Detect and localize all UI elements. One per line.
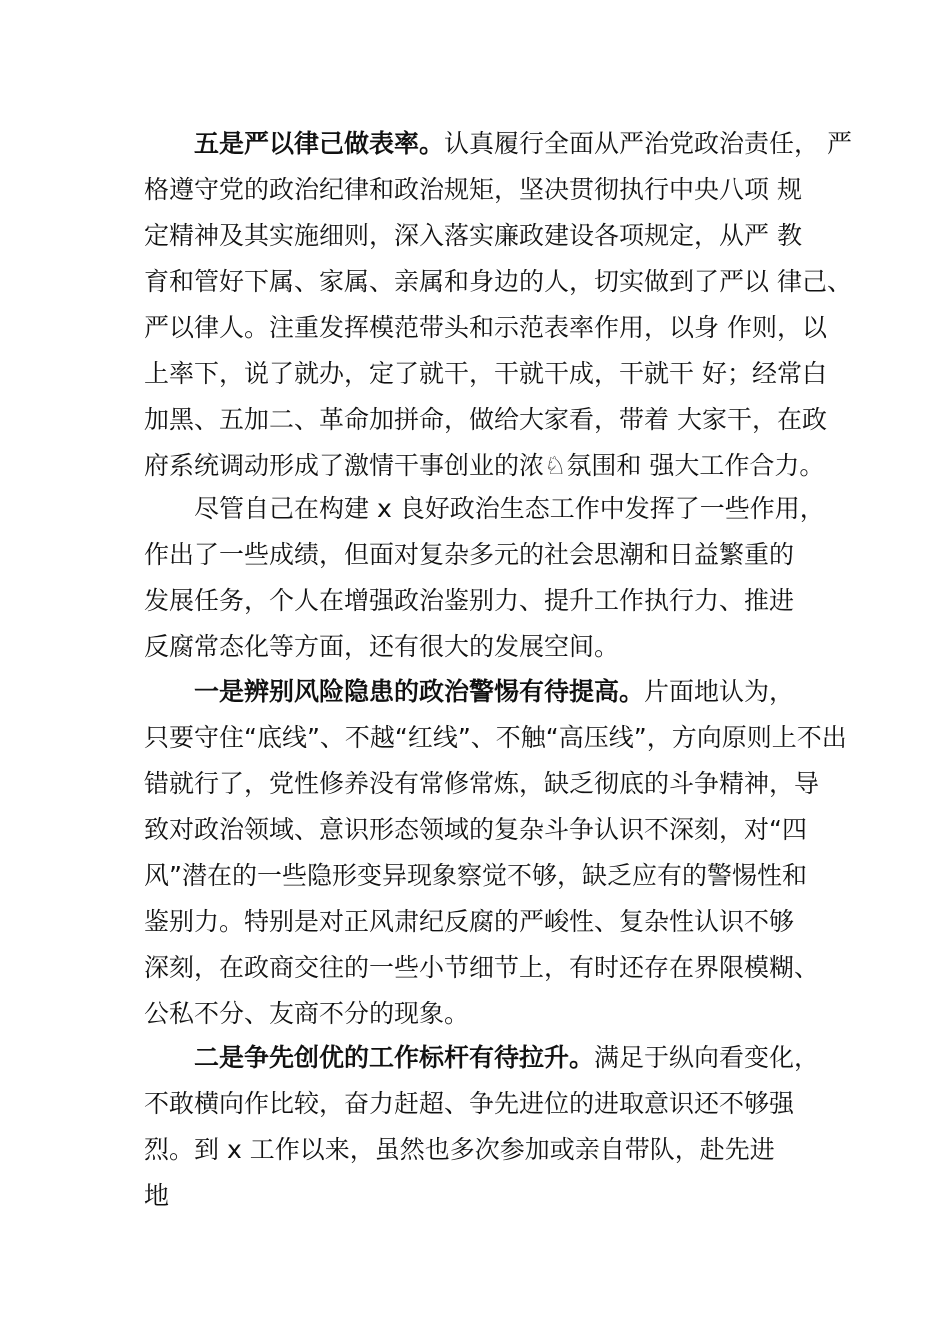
paragraph-1-line-3: 定精神及其实施细则，深入落实廉政建设各项规定，从严 教 <box>144 221 802 250</box>
paragraph-4-line-1 <box>194 1043 819 1073</box>
paragraph-3-line-4: 致对政治领域、意识形态领域的复杂斗争认识不深刻，对“四 <box>144 815 807 844</box>
paragraph-3-lead: 一是辨别风险隐患的政治警惕有待提高。 <box>194 677 645 706</box>
paragraph-3-line-3: 错就行了，党性修养没有常修常炼，缺乏彻底的斗争精神，导 <box>144 769 820 798</box>
paragraph-2-line-1: 尽管自己在构建 x 良好政治生态工作中发挥了一些作用， <box>194 494 825 523</box>
paragraph-1-line-1 <box>194 129 852 159</box>
paragraph-1-line-5: 严以律人。注重发挥模范带头和示范表率作用，以身 作则，以 <box>144 313 827 342</box>
paragraph-1-lead: 五是严以律己做表率。 <box>194 129 445 158</box>
paragraph-4-line-2: 不敢横向作比较，奋力赶超、争先进位的进取意识还不够强 <box>144 1089 795 1118</box>
paragraph-3-line-1 <box>194 677 794 707</box>
paragraph-4-line-4: 地 <box>144 1181 170 1210</box>
paragraph-3-line-8: 公私不分、友商不分的现象。 <box>144 999 470 1028</box>
paragraph-2-line-2: 作出了一些成绩，但面对复杂多元的社会思潮和日益繁重的 <box>144 540 795 569</box>
paragraph-3-line-2: 只要守住“底线”、不越“红线”、不触“高压线”，方向原则上不出 <box>144 723 847 752</box>
paragraph-4-lead: 二是争先创优的工作标杆有待拉升。 <box>194 1043 595 1072</box>
paragraph-2-line-3: 发展任务，个人在增强政治鉴别力、提升工作执行力、推进 <box>144 586 795 615</box>
paragraph-4-text: 满足于纵向看变化， <box>594 1043 820 1072</box>
paragraph-1-line-6: 上率下，说了就办，定了就干，干就干成，干就干 好；经常白 <box>144 359 827 388</box>
paragraph-1-line-7: 加黑、五加二、革命加拼命，做给大家看，带着 大家干，在政 <box>144 405 827 434</box>
paragraph-1-line-2: 格遵守党的政治纪律和政治规矩，坚决贯彻执行中央八项 规 <box>144 175 802 204</box>
paragraph-3-line-7: 深刻，在政商交往的一些小节细节上，有时还存在界限模糊、 <box>144 953 820 982</box>
paragraph-3-line-5: 风”潜在的一些隐形变异现象察觉不够，缺乏应有的警惕性和 <box>144 861 807 890</box>
paragraph-2-line-4: 反腐常态化等方面，还有很大的发展空间。 <box>144 632 620 661</box>
paragraph-1-line-4: 育和管好下属、家属、亲属和身边的人，切实做到了严以 律己、 <box>144 267 852 296</box>
paragraph-3-text: 片面地认为， <box>644 677 795 706</box>
paragraph-1-line-8: 府系统调动形成了激情干事创业的浓♘氛围和 强大工作合力。 <box>144 451 825 480</box>
paragraph-4-line-3: 烈。到 x 工作以来，虽然也多次参加或亲自带队，赴先进 <box>144 1135 775 1164</box>
paragraph-1-text: 认真履行全面从严治党政治责任， 严 <box>444 129 852 158</box>
paragraph-3-line-6: 鉴别力。特别是对正风肃纪反腐的严峻性、复杂性认识不够 <box>144 907 795 936</box>
